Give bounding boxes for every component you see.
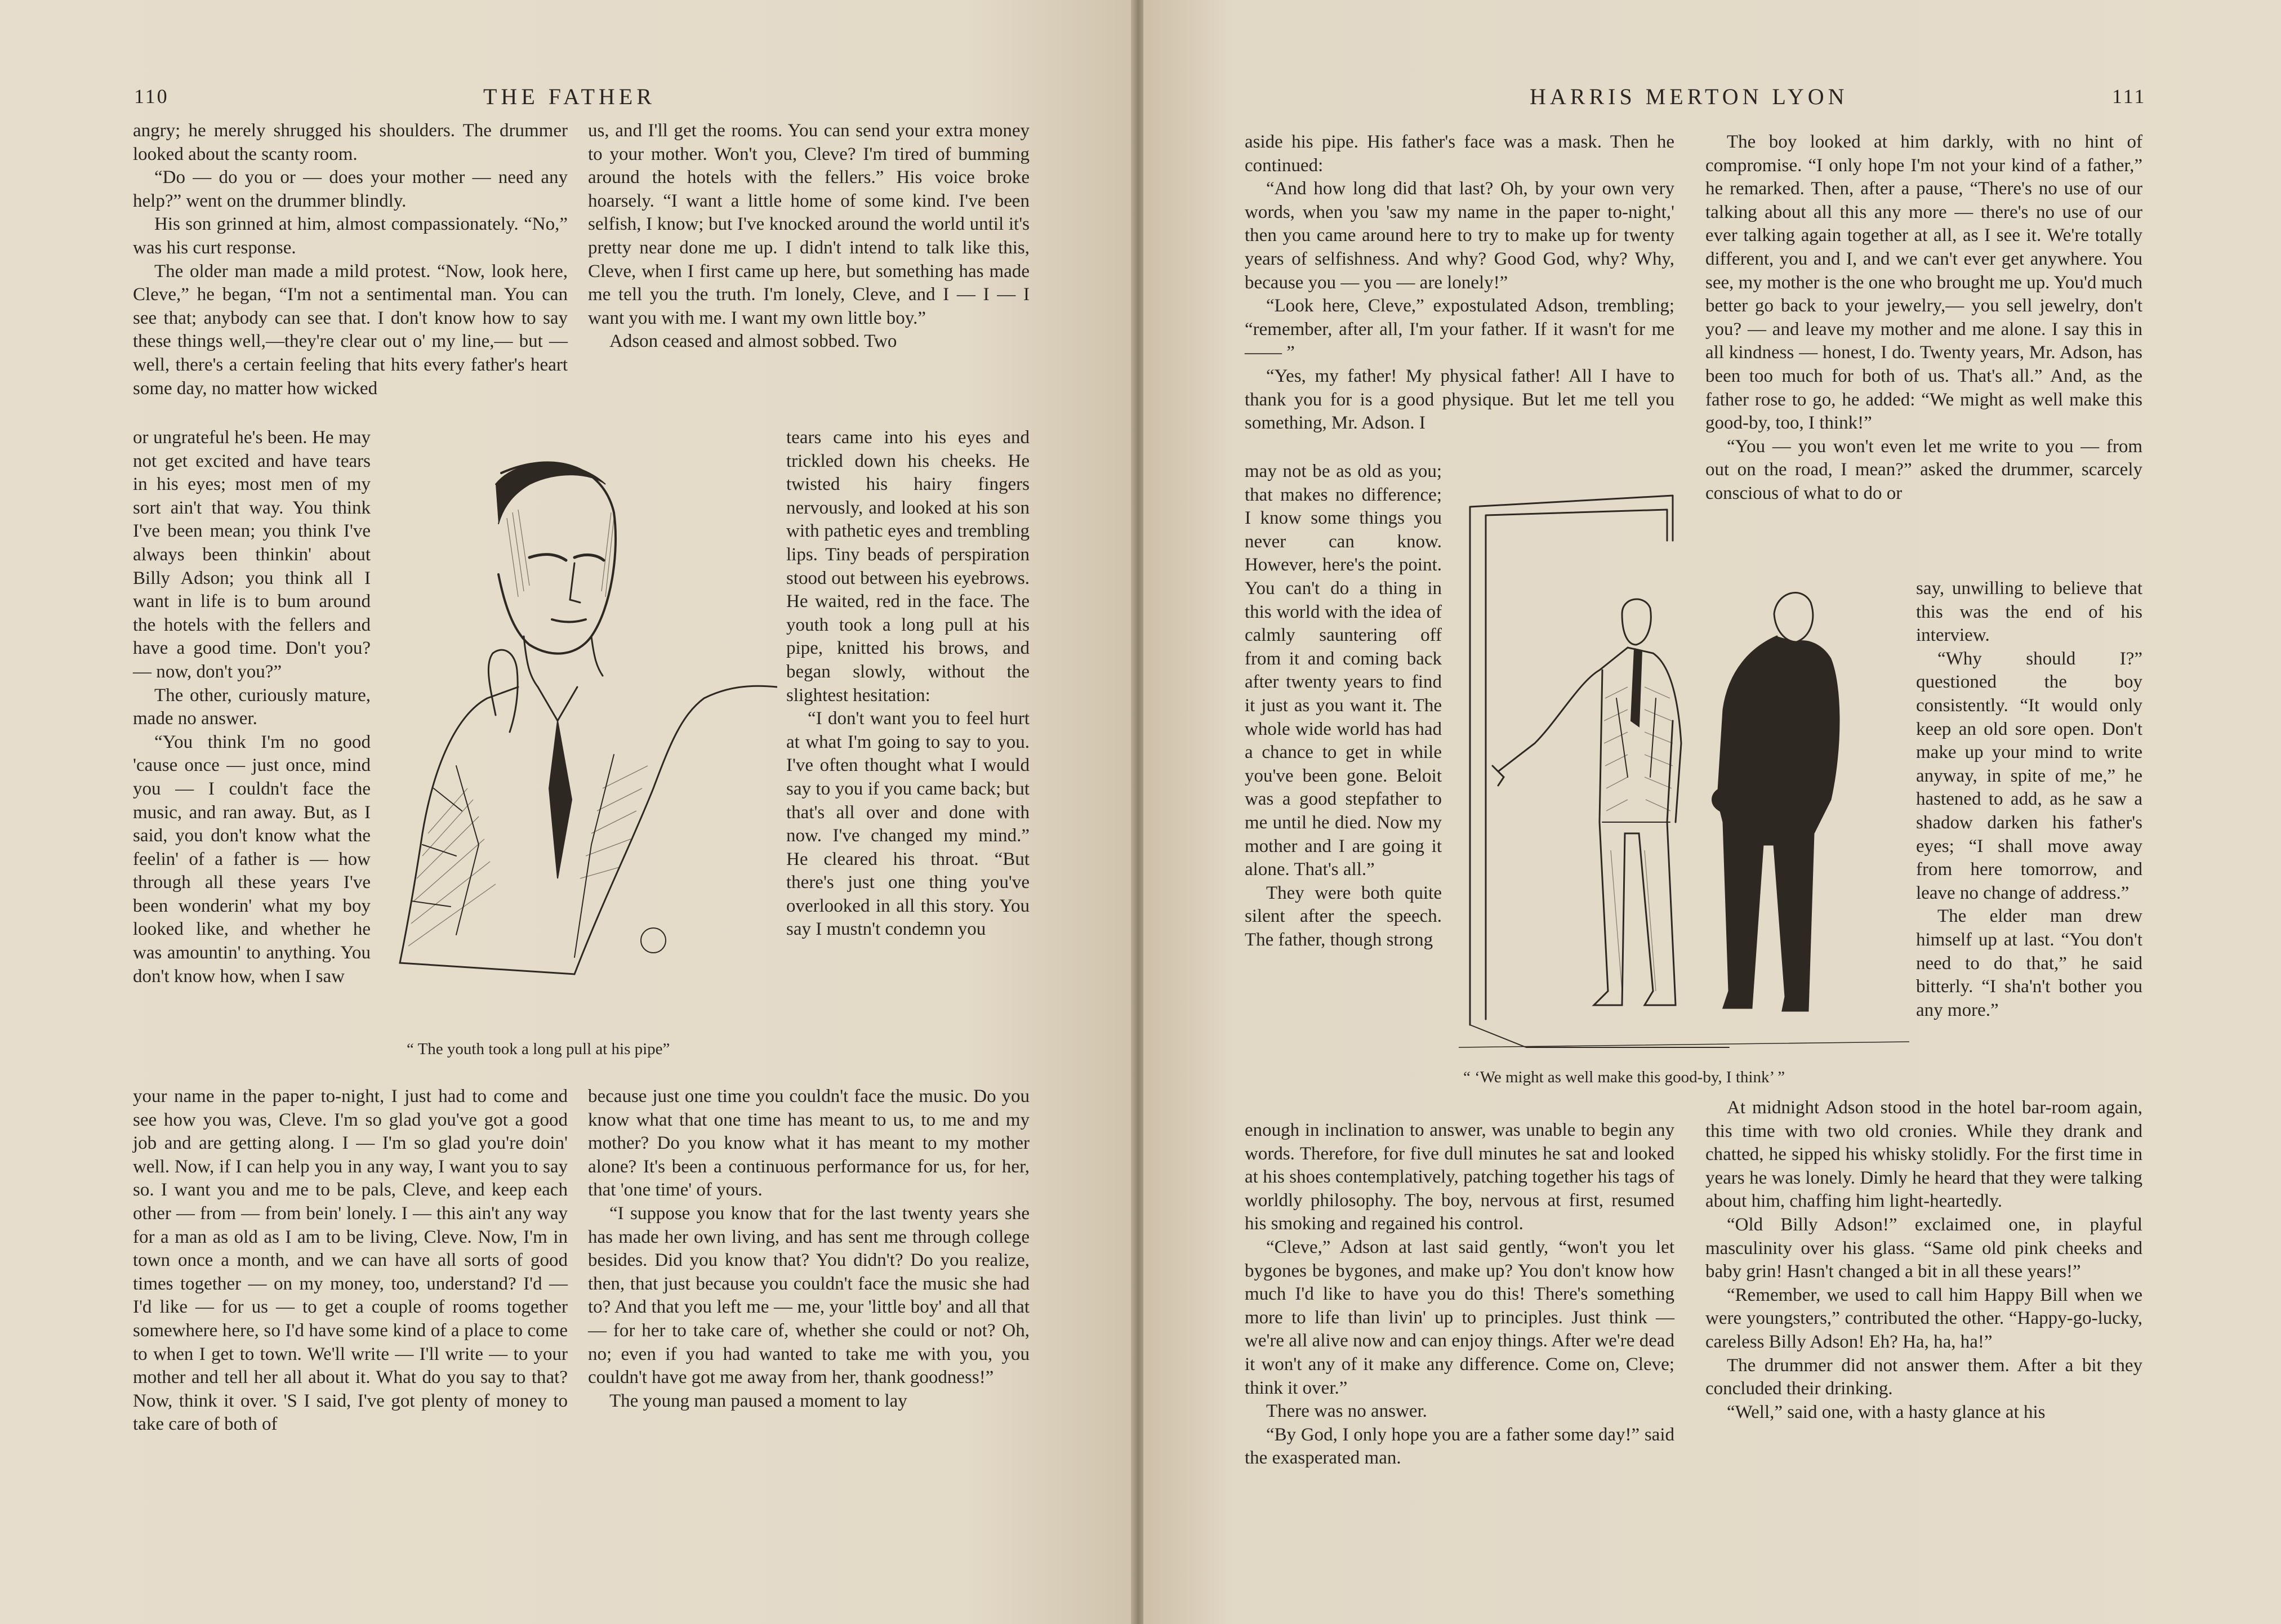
paragraph: say, unwilling to believe that this was the end of his interview.	[1916, 578, 2142, 646]
paragraph: angry; he merely shrugged his shoulders. The drummer looked about the scanty room.	[133, 121, 568, 164]
paragraph: your name in the paper to-night, I just had to come and see how you was, Cleve. I'm so glad you've got a good job and are getting along. I — I'm so glad you're doin' well. Now, if I can help you in any way, I want you to say so. I want you and me to be pals, Cleve, and keep each other — from — from bein' lonely. I — this ain't any way for a man as old as I am to be living, Cleve. Now, I'm in town once a month, and we can have all sorts of good times together — on my money, too, understand? I'd — I'd like — for us — to get a couple of rooms together somewhere here, so I'd have some kind of a place to come to when I get to town. We'll write — I'll write — to your mother and tell her all about it. What do you say to that? Now, think it over. 'S I said, I've got plenty of money to take care of both of	[133, 1086, 568, 1435]
column-1-top	[1245, 131, 1674, 435]
paragraph: “Old Billy Adson!” exclaimed one, in playful masculinity over his glass. “Same old pink cheeks and baby grin! Hasn't changed a bit in all these years!”	[1705, 1214, 2142, 1282]
paragraph: They were both quite silent after the speech. The father, though strong	[1245, 882, 1442, 950]
paragraph: “By God, I only hope you are a father some day!” said the exasperated man.	[1245, 1424, 1674, 1469]
paragraph: “Do — do you or — does your mother — need any help?” went on the drummer blindly.	[133, 167, 568, 211]
column-1-narrow	[133, 426, 371, 988]
column-2-bottom	[1705, 1096, 2142, 1424]
paragraph: because just one time you couldn't face the music. Do you know what that one time has meant to us, to me and my mother? Do you know what it has meant to my mother alone? It's been a continuous performance for us, for her, that 'one time' of yours.	[588, 1086, 1030, 1201]
illustration-caption: “ ‘We might as well make this good-by, I think’ ”	[1463, 1068, 1785, 1086]
column-2-bottom	[588, 1085, 1030, 1413]
paragraph: “Well,” said one, with a hasty glance at his	[1727, 1402, 2046, 1422]
paragraph: “You think I'm no good 'cause once — just once, mind you — I couldn't face the music, and ran away. But, as I said, you don't know what the feelin' of a father is — how through all these years I've been wonderin' what my boy looked like, and whether he was amountin' to anything. You don't know how, when I saw	[133, 731, 371, 987]
illustration-youth-with-pipe	[389, 450, 777, 1042]
paragraph: tears came into his eyes and trickled down his cheeks. He twisted his hairy fingers nervously, and looked at his son with pathetic eyes and trembling lips. Tiny beads of perspiration stood out between his eyebrows. He waited, red in the face. The youth took a long pull at his pipe, knitted his brows, and began slowly, without the slightest hesitation:	[786, 427, 1030, 706]
column-1-bottom	[1245, 1119, 1674, 1470]
column-2-top	[588, 119, 1030, 354]
column-2-top	[1705, 131, 2142, 506]
paragraph: enough in inclination to answer, was unable to begin any words. Therefore, for five dull minutes he sat and looked at his shoes contemplatively, patching together his tags of worldly philosophy. The boy, nervous at first, resumed his smoking and regained his control.	[1245, 1120, 1674, 1234]
paragraph: aside his pipe. His father's face was a mask. Then he continued:	[1245, 132, 1674, 176]
paragraph: “I suppose you know that for the last twenty years she has made her own living, and has sent me through college besides. Did you know that? You didn't? Do you realize, then, that just because you couldn't face the music she had to? And that you left me — me, your 'little boy' and all that — for her to take care of, whether she could or not? Oh, no; even if you had wanted to take me with you, you couldn't have got me away from her, thank goodness!”	[588, 1203, 1030, 1388]
paragraph: “Yes, my father! My physical father! All I have to thank you for is a good physique. But let me tell you something, Mr. Adson. I	[1245, 365, 1674, 434]
paragraph: “Look here, Cleve,” expostulated Adson, trembling; “remember, after all, I'm your father. If it wasn't for me —— ”	[1245, 296, 1674, 363]
paragraph: us, and I'll get the rooms. You can send your extra money to your mother. Won't you, Cleve? I'm tired of bumming around the hotels with the fellers.” His voice broke hoarsely. “I want a little home of some kind. I've been selfish, I know; but I've knocked around the world until it's pretty near done me up. I didn't intend to talk like this, Cleve, when I first came up here, but something has made me tell you the truth. I'm lonely, Cleve, and I — I — I want you with me. I want my own little boy.”	[588, 121, 1030, 328]
paragraph: There was no answer.	[1266, 1401, 1427, 1422]
illustration-father-and-son	[1459, 484, 1909, 1059]
column-2-narrow	[1916, 577, 2142, 1022]
paragraph: or ungrateful he's been. He may not get excited and have tears in his eyes; most men of my sort ain't that way. You think I've been mean; you think I've always been thinkin' about Billy Adson; you think all I want in life is to bum around the hotels with the fellers and have a good time. Don't you? — now, don't you?”	[133, 427, 371, 682]
paragraph: The drummer did not answer them. After a bit they concluded their drinking.	[1705, 1355, 2142, 1399]
column-1-top	[133, 119, 568, 400]
paragraph: The other, curiously mature, made no answer.	[133, 685, 371, 729]
illustration-caption: “ The youth took a long pull at his pipe”	[407, 1040, 670, 1058]
paragraph: The young man paused a moment to lay	[609, 1390, 907, 1411]
paragraph: “You — you won't even let me write to you — from out on the road, I mean?” asked the drummer, scarcely conscious of what to do or	[1705, 436, 2142, 503]
paragraph: Adson ceased and almost sobbed. Two	[609, 331, 897, 352]
paragraph: His son grinned at him, almost compassionately. “No,” was his curt response.	[133, 214, 568, 258]
paragraph: may not be as old as you; that makes no difference; I know some things you never can know. However, here's the point. You can't do a thing in this world with the idea of calmly sauntering off from it and coming back after twenty years to find it just as you want it. The whole wide world has had a chance to get in while you've been gone. Beloit was a good stepfather to me until he died. Now my mother and I are going it alone. That's all.”	[1245, 461, 1442, 880]
paragraph: “Why should I?” questioned the boy consistently. “It would only keep an old sore open. Don't make up your mind to write anyway, in spite of me,” he hastened to add, as he saw a shadow darken his father's eyes; “I shall move away from here tomorrow, and leave no change of address.”	[1916, 648, 2142, 903]
paragraph: “I don't want you to feel hurt at what I'm going to say to you. I've often thought what I would say to you if you came back; but that's all over and done with now. I've changed my mind.” He cleared his throat. “But there's just one thing you've overlooked in all this story. You say I mustn't condemn you	[786, 708, 1030, 940]
page-number: 110	[134, 85, 169, 108]
column-1-narrow	[1245, 460, 1442, 952]
paragraph: At midnight Adson stood in the hotel bar-room again, this time with two old cronies. While they drank and chatted, he sipped his whisky stolidly. For the first time in years he was lonely. Dimly he heard that they were talking about him, chaffing him light-heartedly.	[1705, 1097, 2142, 1212]
paragraph: The older man made a mild protest. “Now, look here, Cleve,” he began, “I'm not a sentimental man. You can see that; anybody can see that. I don't know how to say these things well,—they're clear out o' my line,— but — well, there's a certain feeling that hits every father's heart some day, no matter how wicked	[133, 261, 568, 399]
paragraph: The boy looked at him darkly, with no hint of compromise. “I only hope I'm not your kind of a father,” he remarked. Then, after a pause, “There's no use of our talking about all this any more — there's no use of our ever talking again together at all, as I see it. We're totally different, you and I, and we can't ever get anywhere. You see, my mother is the one who brought me up. You'd much better go back to your jewelry,— you sell jewelry, don't you? — and leave my mother and me alone. I say this in all kindness — honest, I do. Twenty years, Mr. Adson, has been too much for both of us. That's all.” And, as the father rose to go, he added: “We might as well make this good-by, too, I think!”	[1705, 132, 2142, 434]
paragraph: “Cleve,” Adson at last said gently, “won't you let bygones be bygones, and make up? You don't know how much I'd like to have you do this! There's something more to life than livin' up to principles. Just think — we're all alive now and can enjoy things. After we're dead it won't any of it make any difference. Come on, Cleve; think it over.”	[1245, 1237, 1674, 1398]
running-head: HARRIS MERTON LYON	[1530, 84, 1848, 109]
column-2-narrow	[786, 426, 1030, 942]
running-head: THE FATHER	[483, 84, 656, 109]
column-1-bottom	[133, 1085, 568, 1436]
left-page	[0, 0, 1133, 1624]
paragraph: “And how long did that last? Oh, by your own very words, when you 'saw my name in the paper to-night,' then you came around here to try to make up for twenty years of selfishness. And why? Good God, why? Why, because you — you — are lonely!”	[1245, 179, 1674, 293]
right-page	[1143, 0, 2281, 1624]
paragraph: The elder man drew himself up at last. “You don't need to do that,” he said bitterly. “I sha'n't bother you any more.”	[1916, 906, 2142, 1020]
paragraph: “Remember, we used to call him Happy Bill when we were youngsters,” contributed the other. “Happy-go-lucky, careless Billy Adson! Eh? Ha, ha, ha!”	[1705, 1284, 2142, 1352]
page-number: 111	[2112, 85, 2146, 108]
